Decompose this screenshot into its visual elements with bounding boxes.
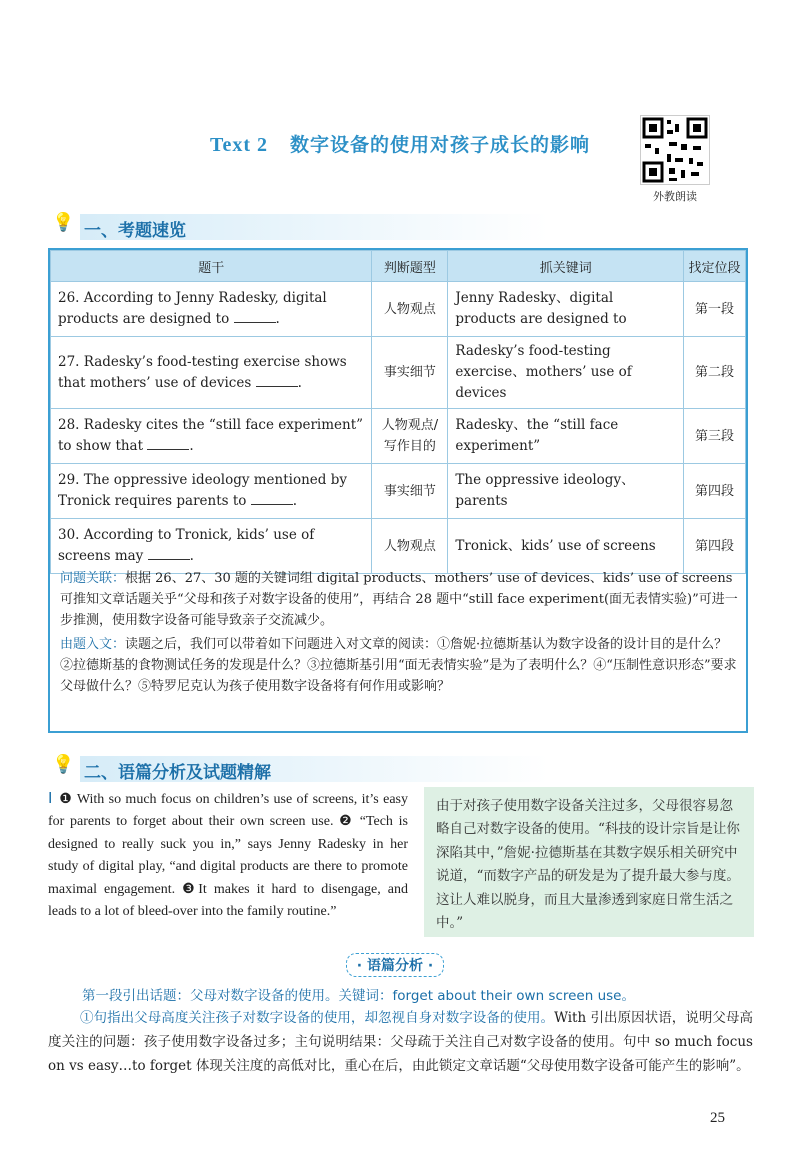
row-paragraph: 第四段 [684, 519, 746, 574]
table-row [51, 519, 746, 574]
analysis-heading: 第一段引出话题：父母对数字设备的使用。关键词：forget about their own screen use。 [82, 988, 635, 1004]
row-keywords: Tronick、kids’ use of screens [448, 519, 684, 574]
page-number: 25 [710, 1110, 725, 1126]
row-keywords: Radesky’s food-testing exercise、mothers’ use of devices [448, 337, 684, 409]
table-row [51, 464, 746, 519]
analysis-body [48, 1006, 753, 1078]
row-type: 人物观点 [372, 282, 448, 337]
row-type: 人物观点/写作目的 [372, 409, 448, 464]
header-stem: 题干 [51, 251, 372, 282]
reading-guide-note [60, 634, 740, 697]
row-stem: 26. According to Jenny Radesky, digital products are designed to . [51, 282, 372, 337]
row-stem: 28. Radesky cites the “still face experiment” to show that . [51, 409, 372, 464]
analysis-lead: ①句指出父母高度关注孩子对数字设备的使用，却忽视自身对数字设备的使用。 [80, 1010, 555, 1026]
row-paragraph: 第四段 [684, 464, 746, 519]
qr-label: 外教朗读 [653, 190, 697, 203]
header-paragraph: 找定位段 [684, 251, 746, 282]
question-table [50, 250, 746, 574]
section-heading-2 [50, 752, 750, 782]
row-stem: 27. Radesky’s food-testing exercise shows that mothers’ use of devices . [51, 337, 372, 409]
analysis-tag [330, 953, 460, 977]
note-text: 根据 26、27、30 题的关键词组 digital products、mothers’ use of devices、kids’ use of screens 可推知文章话题关乎“父母和孩子对数字设备的使用”，再结合 28 题中“still face experiment(面无表情实验)”可进一步推测，使用数字设备可能导致亲子交流减少。 [60, 571, 738, 628]
lightbulb-icon: 💡 [52, 212, 75, 233]
paragraph-number: Ⅰ [48, 789, 54, 807]
row-type: 事实细节 [372, 464, 448, 519]
section-1-title: 一、考题速览 [84, 221, 186, 241]
chinese-translation: 由于对孩子使用数字设备关注过多，父母很容易忽略自己对数字设备的使用。“科技的设计宗旨是让你深陷其中，”詹妮·拉德斯基在其数字娱乐相关研究中说道，“而数字产品的研发是为了提升最大参与度。这让人难以脱身，而且大量渗透到家庭日常生活之中。” [424, 787, 754, 937]
analysis-text: With 引出原因状语，说明父母高度关注的问题：孩子使用数字设备过多；主句说明结果：父母疏于关注自己对数字设备的使用。句中 so much focus on vs easy…to forget 体现关注度的高低对比，重心在后，由此锁定文章话题“父母使用数字设备可能产生的影响”。 [48, 1010, 754, 1074]
question-overview-box [48, 248, 748, 733]
note-label: 问题关联： [60, 571, 126, 586]
header-keywords: 抓关键词 [448, 251, 684, 282]
table-header-row [51, 251, 746, 282]
table-row [51, 409, 746, 464]
question-link-note [60, 568, 740, 631]
table-row [51, 337, 746, 409]
row-stem: 30. According to Tronick, kids’ use of screens may . [51, 519, 372, 574]
row-keywords: Radesky、the “still face experiment” [448, 409, 684, 464]
text-topic: 数字设备的使用对孩子成长的影响 [290, 134, 591, 156]
row-type: 事实细节 [372, 337, 448, 409]
note-label: 由题入文： [60, 637, 126, 652]
row-keywords: Jenny Radesky、digital products are designed to [448, 282, 684, 337]
qr-code[interactable] [640, 115, 710, 185]
table-row [51, 282, 746, 337]
row-paragraph: 第三段 [684, 409, 746, 464]
header-type: 判断题型 [372, 251, 448, 282]
row-paragraph: 第一段 [684, 282, 746, 337]
row-stem: 29. The oppressive ideology mentioned by Tronick requires parents to . [51, 464, 372, 519]
text-label: Text 2 [209, 134, 269, 156]
note-text: 读题之后，我们可以带着如下问题进入对文章的阅读：①詹妮·拉德斯基认为数字设备的设计目的是什么？②拉德斯基的食物测试任务的发现是什么？③拉德斯基引用“面无表情实验”是为了表明什么？④“压制性意识形态”要求父母做什么？⑤特罗尼克认为孩子使用数字设备将有何作用或影响？ [60, 637, 737, 694]
lightbulb-icon: 💡 [52, 754, 75, 775]
row-keywords: The oppressive ideology、parents [448, 464, 684, 519]
row-type: 人物观点 [372, 519, 448, 574]
english-passage [48, 787, 408, 923]
passage-text: ❶ With so much focus on children’s use of screens, it’s easy for parents to forget about their own screen use. ❷ “Tech is designed to really suck you in,” says Jenny Radesky in her study of digital play, “and digital products are there to promote maximal engagement. ❸It makes it hard to disengage, and leads to a lot of bleed-over into the family routine.” [48, 792, 408, 920]
row-paragraph: 第二段 [684, 337, 746, 409]
analysis-pill: · 语篇分析 · [346, 953, 444, 977]
section-heading-1 [50, 210, 750, 240]
section-2-title: 二、语篇分析及试题精解 [84, 763, 271, 783]
